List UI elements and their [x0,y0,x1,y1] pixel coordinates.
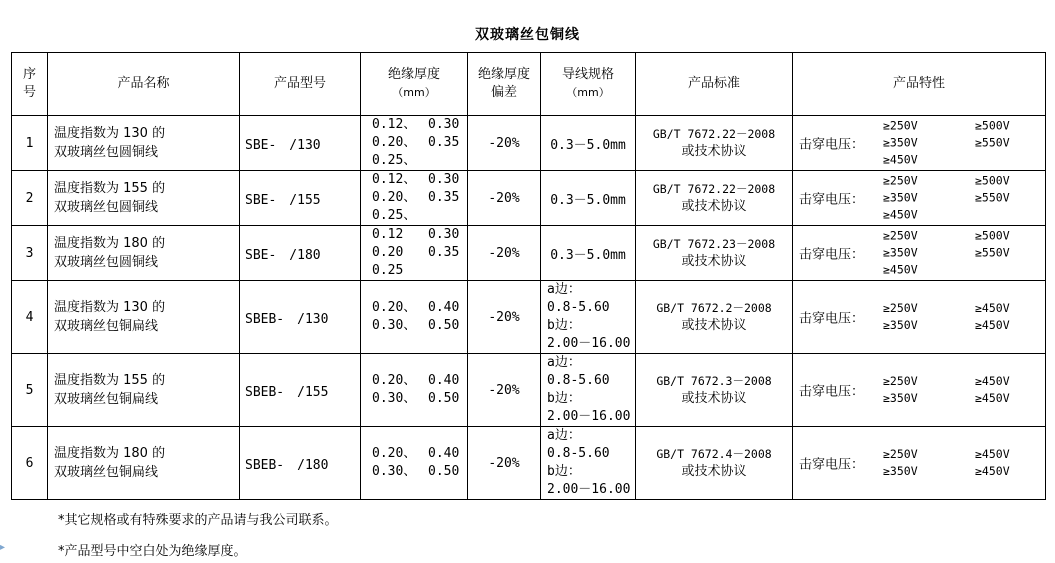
cell-line: a边： [547,428,581,443]
cell-line: 2.00－16.00 [547,336,631,351]
thickness-row [372,463,467,481]
cell-conductor [541,226,636,281]
page-edge-arrow-icon: ▸ [0,542,6,553]
table-row [12,427,1046,500]
cell-value: ≥500V [975,228,1010,243]
cell-value: 0.20、 [372,300,417,315]
voltage-row [883,228,1010,245]
cell-standard [636,226,793,281]
note-model-blank: *产品型号中空白处为绝缘厚度。 [58,544,247,559]
cell-model: SBEB- /180 [240,427,361,500]
cell-conductor [541,116,636,171]
cell-standard [636,281,793,354]
voltage-row [883,317,1010,334]
thickness-row [372,445,467,463]
cell-line: 0.8-5.60 [547,446,610,461]
voltage-list [883,446,1010,480]
cell-value: 0.12、 [372,172,417,187]
cell-feature [793,427,1046,500]
cell-value: 0.25、 [372,208,417,223]
table-row [12,281,1046,354]
cell-line: 或技术协议 [681,318,747,333]
voltage-row [883,446,1010,463]
cell-conductor [541,354,636,427]
cell-value: 0.30、 [372,391,417,406]
cell-line: 或技术协议 [681,199,747,214]
header-seq: 序 号 [12,53,48,116]
voltage-list [883,300,1010,334]
cell-value: ≥450V [975,374,1010,388]
thickness-row [372,226,467,244]
cell-value: ≥250V [883,228,918,243]
voltage-list [883,373,1010,407]
cell-value: 0.25 [372,263,404,278]
header-name: 产品名称 [48,53,240,116]
cell-seq: 1 [12,116,48,171]
cell-value: ≥250V [883,374,918,388]
table-row [12,354,1046,427]
table-row [12,116,1046,171]
cell-line: 温度指数为 130 的 [54,300,166,315]
cell-value: 0.35 [428,245,460,260]
cell-value: 0.20、 [372,373,417,388]
table-row [12,226,1046,281]
breakdown-voltage-label: 击穿电压： [799,457,865,473]
voltage-row [883,152,1010,169]
cell-thickness [361,171,468,226]
cell-line: 温度指数为 180 的 [54,446,166,461]
cell-value: 0.20、 [372,135,417,150]
cell-conductor [541,281,636,354]
cell-line: 0.8-5.60 [547,373,610,388]
breakdown-voltage-label: 击穿电压： [799,384,865,400]
cell-line: 双玻璃丝包圆铜线 [54,200,159,215]
cell-model: SBEB- /155 [240,354,361,427]
cell-line: 2.00－16.00 [547,409,631,424]
cell-deviation: -20% [468,171,541,226]
cell-line: b边： [547,391,581,406]
cell-value: ≥450V [883,262,918,277]
cell-line: 0.3－5.0mm [550,247,626,263]
thickness-row [372,116,467,134]
cell-value: 0.12、 [372,117,417,132]
note-contact: *其它规格或有特殊要求的产品请与我公司联系。 [58,513,338,528]
cell-model: SBE- /130 [240,116,361,171]
cell-line: GB/T 7672.22－2008 [652,182,776,196]
voltage-row [883,207,1010,224]
cell-value: ≥350V [883,464,918,478]
cell-seq: 5 [12,354,48,427]
cell-value: 0.30、 [372,318,417,333]
cell-value: ≥450V [975,318,1010,332]
cell-thickness [361,281,468,354]
cell-value: 0.35 [428,190,460,205]
cell-value: 0.50 [428,464,460,479]
cell-feature [793,171,1046,226]
cell-value: ≥550V [975,190,1010,205]
cell-line: 双玻璃丝包铜扁线 [54,465,159,480]
cell-conductor [541,171,636,226]
cell-value: 0.20、 [372,190,417,205]
thickness-row [372,171,467,189]
cell-standard [636,427,793,500]
cell-deviation: -20% [468,281,541,354]
cell-value: 0.12 [372,227,404,242]
cell-thickness [361,226,468,281]
cell-line: GB/T 7672.22－2008 [652,127,776,141]
cell-standard [636,116,793,171]
cell-product-name [48,226,240,281]
cell-thickness [361,116,468,171]
cell-model: SBE- /180 [240,226,361,281]
header-feature: 产品特性 [793,53,1046,116]
cell-seq: 4 [12,281,48,354]
breakdown-voltage-label: 击穿电压： [799,311,865,327]
cell-value: ≥500V [975,118,1010,133]
table-row [12,171,1046,226]
cell-value: ≥250V [883,173,918,188]
thickness-row [372,152,467,170]
cell-thickness [361,427,468,500]
header-deviation: 绝缘厚度 偏差 [468,53,541,116]
voltage-list [883,118,1010,169]
cell-value: ≥350V [883,135,918,150]
cell-line: GB/T 7672.2－2008 [656,301,772,315]
header-conductor: 导线规格 （mm） [541,53,636,116]
header-standard: 产品标准 [636,53,793,116]
cell-value: ≥450V [975,447,1010,461]
header-model: 产品型号 [240,53,361,116]
cell-standard [636,171,793,226]
thickness-row [372,207,467,225]
cell-value: ≥450V [883,207,918,222]
header-thickness: 绝缘厚度 （mm） [361,53,468,116]
cell-value: 0.40 [428,300,460,315]
breakdown-voltage-label: 击穿电压： [799,247,865,263]
cell-seq: 6 [12,427,48,500]
voltage-row [883,118,1010,135]
voltage-row [883,245,1010,262]
cell-value: 0.30、 [372,464,417,479]
cell-value: ≥450V [883,152,918,167]
cell-line: 2.00－16.00 [547,482,631,497]
thickness-row [372,372,467,390]
voltage-row [883,135,1010,152]
cell-value: ≥250V [883,447,918,461]
cell-value: ≥450V [975,391,1010,405]
cell-value: ≥450V [975,301,1010,315]
cell-feature [793,116,1046,171]
thickness-row [372,299,467,317]
cell-value: 0.40 [428,373,460,388]
cell-value: 0.30 [428,227,460,242]
cell-product-name [48,281,240,354]
cell-line: 双玻璃丝包铜扁线 [54,392,159,407]
cell-line: 温度指数为 155 的 [54,181,166,196]
cell-value: ≥250V [883,118,918,133]
cell-line: 0.8-5.60 [547,300,610,315]
voltage-row [883,300,1010,317]
cell-seq: 2 [12,171,48,226]
cell-deviation: -20% [468,116,541,171]
cell-line: 0.3－5.0mm [550,137,626,153]
cell-line: 或技术协议 [681,464,747,479]
cell-value: ≥350V [883,245,918,260]
cell-value: ≥350V [883,391,918,405]
cell-product-name [48,427,240,500]
cell-seq: 3 [12,226,48,281]
cell-deviation: -20% [468,427,541,500]
cell-line: b边： [547,318,581,333]
cell-feature [793,226,1046,281]
cell-value: 0.30 [428,172,460,187]
voltage-row [883,173,1010,190]
cell-value: 0.20 [372,245,404,260]
page-title: 双玻璃丝包铜线 [475,27,580,43]
cell-line: 或技术协议 [681,144,747,159]
thickness-row [372,189,467,207]
cell-deviation: -20% [468,354,541,427]
cell-value: ≥250V [883,301,918,315]
cell-line: 双玻璃丝包铜扁线 [54,319,159,334]
cell-line: 温度指数为 180 的 [54,236,166,251]
cell-value: ≥500V [975,173,1010,188]
voltage-row [883,373,1010,390]
cell-thickness [361,354,468,427]
cell-feature [793,354,1046,427]
thickness-row [372,317,467,335]
cell-line: 双玻璃丝包圆铜线 [54,145,159,160]
cell-product-name [48,171,240,226]
cell-line: 温度指数为 155 的 [54,373,166,388]
cell-product-name [48,354,240,427]
cell-value: ≥350V [883,318,918,332]
cell-value: 0.20、 [372,446,417,461]
cell-line: 温度指数为 130 的 [54,126,166,141]
voltage-row [883,262,1010,279]
cell-standard [636,354,793,427]
voltage-row [883,390,1010,407]
cell-line: a边： [547,282,581,297]
cell-value: 0.50 [428,318,460,333]
cell-value: ≥550V [975,135,1010,150]
cell-line: GB/T 7672.4－2008 [656,447,772,461]
cell-value: 0.40 [428,446,460,461]
cell-value: ≥550V [975,245,1010,260]
thickness-row [372,390,467,408]
cell-feature [793,281,1046,354]
voltage-row [883,463,1010,480]
cell-line: a边： [547,355,581,370]
thickness-row [372,262,467,280]
cell-conductor [541,427,636,500]
cell-line: 双玻璃丝包圆铜线 [54,255,159,270]
cell-line: 0.3－5.0mm [550,192,626,208]
cell-line: GB/T 7672.3－2008 [656,374,772,388]
table-header-row [12,53,1046,116]
cell-line: b边： [547,464,581,479]
breakdown-voltage-label: 击穿电压： [799,137,865,153]
cell-value: ≥450V [975,464,1010,478]
cell-model: SBE- /155 [240,171,361,226]
product-spec-table [11,52,1046,500]
cell-value: 0.30 [428,117,460,132]
cell-model: SBEB- /130 [240,281,361,354]
thickness-row [372,134,467,152]
voltage-row [883,190,1010,207]
voltage-list [883,173,1010,224]
cell-value: 0.25、 [372,153,417,168]
cell-deviation: -20% [468,226,541,281]
cell-value: ≥350V [883,190,918,205]
cell-product-name [48,116,240,171]
cell-value: 0.35 [428,135,460,150]
thickness-row [372,244,467,262]
cell-line: GB/T 7672.23－2008 [652,237,776,251]
cell-line: 或技术协议 [681,391,747,406]
voltage-list [883,228,1010,279]
breakdown-voltage-label: 击穿电压： [799,192,865,208]
cell-line: 或技术协议 [681,254,747,269]
cell-value: 0.50 [428,391,460,406]
